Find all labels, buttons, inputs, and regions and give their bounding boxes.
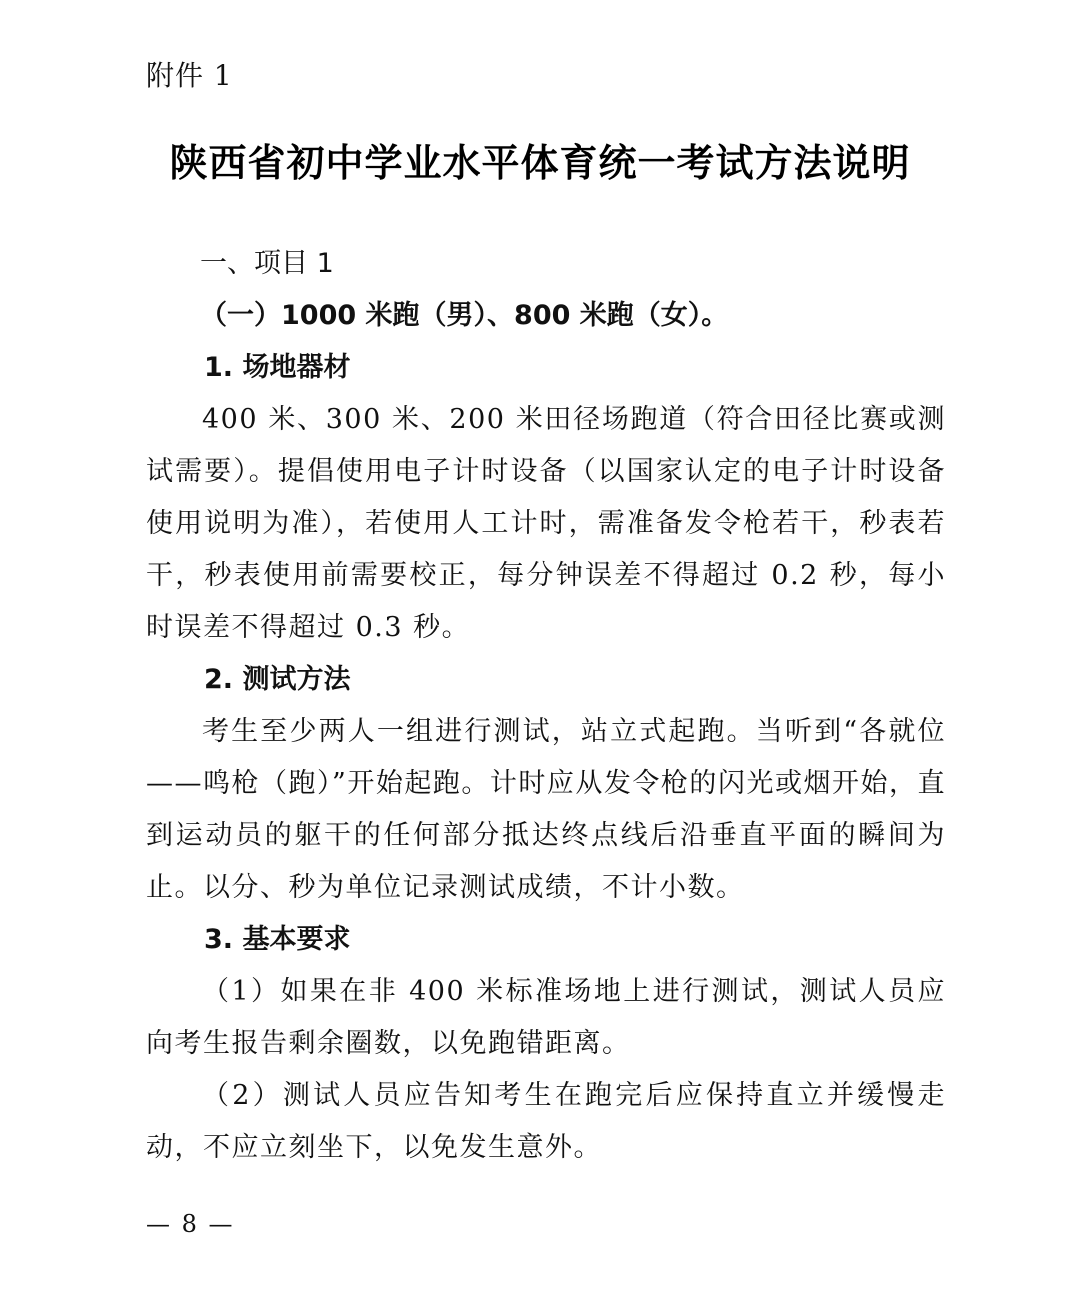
section-subheading: （一）1000 米跑（男）、800 米跑（女）。 [200,300,729,331]
item-heading-method: 2. 测试方法 [204,664,351,695]
method-paragraph: 考生至少两人一组进行测试，站立式起跑。当听到“各就位——鸣枪（跑）”开始起跑。计时应从发令枪的闪光或烟开始，直到运动员的躯干的任何部分抵达终点线后沿垂直平面的瞬间为止。以分、秒为单位记录测试成绩，不计小数。 [146,716,946,903]
document-body [146,238,946,1174]
attachment-label: 附件 1 [146,59,233,92]
page-number: — 8 — [146,1210,235,1238]
requirement-paragraph-2: （2）测试人员应告知考生在跑完后应保持直立并缓慢走动，不应立刻坐下，以免发生意外。 [146,1080,946,1163]
requirement-paragraph-1: （1）如果在非 400 米标准场地上进行测试，测试人员应向考生报告剩余圈数，以免跑错距离。 [146,976,946,1059]
document-title: 陕西省初中学业水平体育统一考试方法说明 [169,141,911,185]
section-heading: 一、项目 1 [200,248,334,279]
item-heading-requirements: 3. 基本要求 [204,924,351,955]
venue-paragraph: 400 米、300 米、200 米田径场跑道（符合田径比赛或测试需要）。提倡使用电子计时设备（以国家认定的电子计时设备使用说明为准），若使用人工计时，需准备发令枪若干，秒表若干，秒表使用前需要校正，每分钟误差不得超过 0.2 秒，每小时误差不得超过 0.3 秒。 [146,404,946,643]
item-heading-venue: 1. 场地器材 [204,352,351,383]
